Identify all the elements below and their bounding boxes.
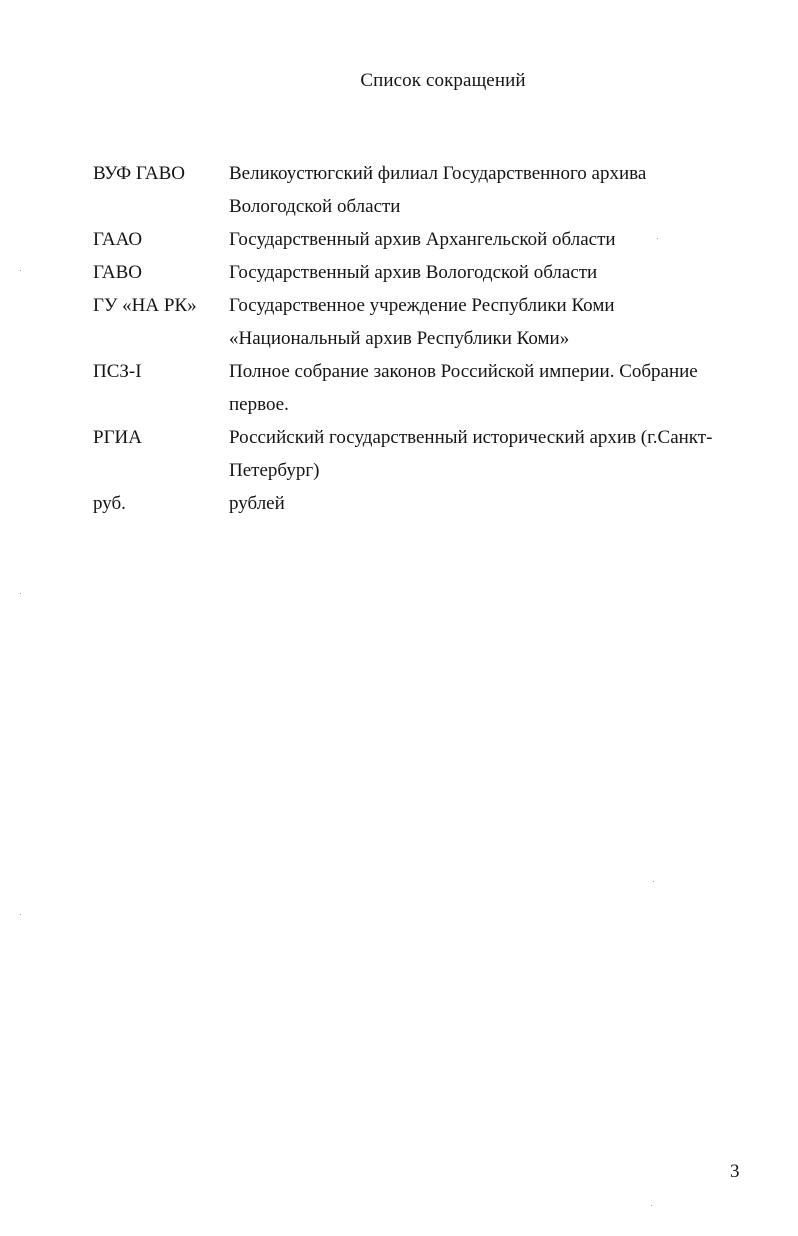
abbreviation-term: ГААО xyxy=(93,229,143,250)
abbreviation-definition xyxy=(229,487,733,520)
scan-speck xyxy=(20,593,21,594)
definition-line: Государственный архив Вологодской области xyxy=(229,262,598,283)
abbreviation-definition xyxy=(229,157,733,223)
definition-line: рублей xyxy=(229,493,285,514)
scan-speck xyxy=(651,1205,652,1206)
abbreviation-definition xyxy=(229,256,733,289)
scan-speck xyxy=(20,914,21,915)
definition-line: Государственное учреждение Республики Коми xyxy=(229,295,615,316)
abbreviation-entry xyxy=(93,421,733,487)
definition-line: Вологодской области xyxy=(229,196,401,217)
abbreviation-entry xyxy=(93,157,733,223)
definition-line: первое. xyxy=(229,394,289,415)
abbreviation-term: ГАВО xyxy=(93,262,143,283)
page-title: Список сокращений xyxy=(360,70,526,91)
definition-line: «Национальный архив Республики Коми» xyxy=(229,328,570,349)
abbreviation-entry xyxy=(93,355,733,421)
abbreviation-entry xyxy=(93,256,733,289)
definition-line: Великоустюгский филиал Государственного архива xyxy=(229,163,647,184)
definition-line: Российский государственный исторический архив (г.Санкт- xyxy=(229,427,713,448)
abbreviation-term: РГИА xyxy=(93,427,142,448)
definition-line: Государственный архив Архангельской области xyxy=(229,229,616,250)
scan-speck xyxy=(657,238,658,239)
abbreviation-list xyxy=(93,157,733,520)
page-number: 3 xyxy=(730,1161,740,1182)
abbreviation-definition xyxy=(229,421,733,487)
abbreviation-definition xyxy=(229,355,733,421)
abbreviation-entry xyxy=(93,223,733,256)
abbreviation-entry xyxy=(93,289,733,355)
abbreviation-definition xyxy=(229,289,733,355)
abbreviation-term: ГУ «НА РК» xyxy=(93,295,197,316)
abbreviation-entry xyxy=(93,487,733,520)
abbreviation-term: ВУФ ГАВО xyxy=(93,163,185,184)
abbreviation-definition xyxy=(229,223,733,256)
abbreviation-term: ПСЗ-I xyxy=(93,361,142,382)
definition-line: Петербург) xyxy=(229,460,320,481)
scan-speck xyxy=(20,270,21,271)
abbreviation-term: руб. xyxy=(93,493,126,514)
definition-line: Полное собрание законов Российской империи. Собрание xyxy=(229,361,698,382)
scan-speck xyxy=(653,881,654,882)
